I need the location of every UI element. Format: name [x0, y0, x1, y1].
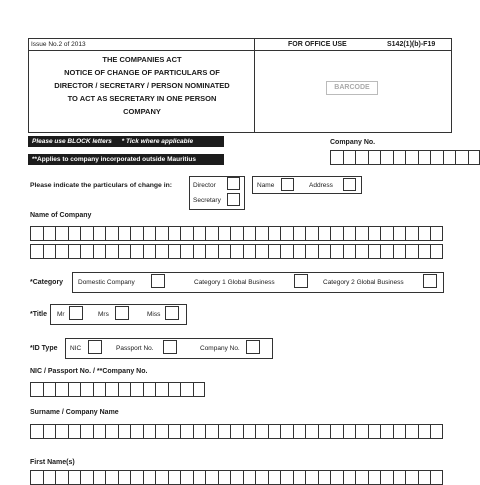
char-cell[interactable] [393, 424, 406, 439]
char-cell[interactable] [230, 424, 243, 439]
address-change-checkbox[interactable] [343, 178, 356, 191]
secretary-checkbox[interactable] [227, 193, 240, 206]
char-cell[interactable] [305, 226, 318, 241]
title-miss-label: Miss [147, 311, 160, 318]
char-cell[interactable] [230, 226, 243, 241]
char-cell[interactable] [168, 226, 181, 241]
char-cell[interactable] [318, 470, 331, 485]
char-cell[interactable] [405, 150, 418, 165]
char-cell[interactable] [155, 470, 168, 485]
form-title-line-3: TO ACT AS SECRETARY IN ONE PERSON [30, 94, 254, 103]
char-cell[interactable] [380, 244, 393, 259]
char-cell[interactable] [405, 226, 418, 241]
char-cell[interactable] [105, 470, 118, 485]
char-cell[interactable] [405, 244, 418, 259]
char-cell[interactable] [293, 470, 306, 485]
surname-label: Surname / Company Name [30, 409, 119, 416]
surname-grid[interactable] [30, 424, 443, 439]
char-cell[interactable] [380, 424, 393, 439]
char-cell[interactable] [168, 424, 181, 439]
char-cell[interactable] [130, 244, 143, 259]
char-cell[interactable] [93, 382, 106, 397]
char-cell[interactable] [130, 382, 143, 397]
char-cell[interactable] [293, 244, 306, 259]
category-gb1-label: Category 1 Global Business [194, 279, 275, 286]
char-cell[interactable] [218, 470, 231, 485]
char-cell[interactable] [368, 244, 381, 259]
char-cell[interactable] [68, 244, 81, 259]
char-cell[interactable] [268, 424, 281, 439]
applies-note: **Applies to company incorporated outside Mauritius [28, 154, 224, 165]
char-cell[interactable] [118, 470, 131, 485]
char-cell[interactable] [255, 470, 268, 485]
char-cell[interactable] [255, 226, 268, 241]
char-cell[interactable] [218, 424, 231, 439]
company-no-label: Company No. [330, 139, 375, 146]
char-cell[interactable] [430, 244, 443, 259]
char-cell[interactable] [418, 226, 431, 241]
char-cell[interactable] [68, 226, 81, 241]
director-checkbox[interactable] [227, 177, 240, 190]
char-cell[interactable] [118, 226, 131, 241]
barcode-placeholder: BARCODE [326, 81, 378, 95]
form-title-line-2: DIRECTOR / SECRETARY / PERSON NOMINATED [30, 81, 254, 90]
name-of-company-grid-row-2[interactable] [30, 244, 443, 259]
char-cell[interactable] [280, 470, 293, 485]
char-cell[interactable] [218, 244, 231, 259]
char-cell[interactable] [55, 470, 68, 485]
char-cell[interactable] [330, 150, 343, 165]
issue-number: Issue No.2 of 2013 [31, 41, 86, 48]
category-gb2-checkbox[interactable] [423, 274, 437, 288]
char-cell[interactable] [280, 424, 293, 439]
title-mrs-checkbox[interactable] [115, 306, 129, 320]
char-cell[interactable] [118, 382, 131, 397]
name-change-checkbox[interactable] [281, 178, 294, 191]
char-cell[interactable] [30, 382, 43, 397]
char-cell[interactable] [168, 382, 181, 397]
secretary-label: Secretary [193, 197, 221, 204]
char-cell[interactable] [30, 226, 43, 241]
char-cell[interactable] [143, 424, 156, 439]
char-cell[interactable] [455, 150, 468, 165]
char-cell[interactable] [30, 470, 43, 485]
char-cell[interactable] [193, 244, 206, 259]
first-names-grid[interactable] [30, 470, 443, 485]
char-cell[interactable] [380, 226, 393, 241]
char-cell[interactable] [80, 382, 93, 397]
char-cell[interactable] [280, 244, 293, 259]
char-cell[interactable] [55, 382, 68, 397]
char-cell[interactable] [305, 424, 318, 439]
char-cell[interactable] [180, 244, 193, 259]
category-domestic-checkbox[interactable] [151, 274, 165, 288]
char-cell[interactable] [43, 244, 56, 259]
char-cell[interactable] [93, 470, 106, 485]
nic-passport-label: NIC / Passport No. / **Company No. [30, 368, 147, 375]
char-cell[interactable] [30, 244, 43, 259]
char-cell[interactable] [205, 424, 218, 439]
form-title-line-1: NOTICE OF CHANGE OF PARTICULARS OF [30, 68, 254, 77]
char-cell[interactable] [43, 226, 56, 241]
category-label: *Category [30, 279, 63, 286]
char-cell[interactable] [105, 226, 118, 241]
char-cell[interactable] [393, 150, 406, 165]
char-cell[interactable] [468, 150, 480, 165]
category-domestic-label: Domestic Company [78, 279, 135, 286]
id-passport-checkbox[interactable] [163, 340, 177, 354]
char-cell[interactable] [80, 244, 93, 259]
char-cell[interactable] [155, 424, 168, 439]
char-cell[interactable] [330, 244, 343, 259]
address-change-label: Address [309, 182, 333, 189]
act-title: THE COMPANIES ACT [30, 55, 254, 64]
block-letters-note [28, 136, 224, 147]
char-cell[interactable] [418, 424, 431, 439]
char-cell[interactable] [343, 226, 356, 241]
char-cell[interactable] [293, 424, 306, 439]
char-cell[interactable] [180, 382, 193, 397]
char-cell[interactable] [305, 244, 318, 259]
char-cell[interactable] [155, 244, 168, 259]
char-cell[interactable] [368, 470, 381, 485]
char-cell[interactable] [68, 382, 81, 397]
char-cell[interactable] [43, 382, 56, 397]
title-label: *Title [30, 311, 47, 318]
char-cell[interactable] [268, 226, 281, 241]
id-passport-label: Passport No. [116, 345, 154, 352]
char-cell[interactable] [80, 226, 93, 241]
char-cell[interactable] [268, 470, 281, 485]
title-mr-checkbox[interactable] [69, 306, 83, 320]
char-cell[interactable] [318, 424, 331, 439]
char-cell[interactable] [218, 226, 231, 241]
char-cell[interactable] [343, 150, 356, 165]
form-code: S142(1)(b)-F19 [387, 41, 435, 48]
category-gb2-label: Category 2 Global Business [323, 279, 404, 286]
char-cell[interactable] [105, 424, 118, 439]
char-cell[interactable] [318, 244, 331, 259]
char-cell[interactable] [155, 382, 168, 397]
char-cell[interactable] [180, 424, 193, 439]
director-label: Director [193, 182, 216, 189]
category-gb1-checkbox[interactable] [294, 274, 308, 288]
change-label: Please indicate the particulars of change in: [30, 182, 172, 189]
char-cell[interactable] [93, 226, 106, 241]
char-cell[interactable] [343, 244, 356, 259]
char-cell[interactable] [193, 424, 206, 439]
char-cell[interactable] [105, 382, 118, 397]
char-cell[interactable] [143, 470, 156, 485]
char-cell[interactable] [255, 424, 268, 439]
char-cell[interactable] [405, 470, 418, 485]
char-cell[interactable] [93, 424, 106, 439]
char-cell[interactable] [418, 470, 431, 485]
char-cell[interactable] [193, 382, 206, 397]
char-cell[interactable] [68, 424, 81, 439]
char-cell[interactable] [143, 382, 156, 397]
char-cell[interactable] [430, 226, 443, 241]
char-cell[interactable] [355, 244, 368, 259]
char-cell[interactable] [55, 226, 68, 241]
char-cell[interactable] [355, 150, 368, 165]
char-cell[interactable] [330, 470, 343, 485]
char-cell[interactable] [143, 244, 156, 259]
char-cell[interactable] [30, 424, 43, 439]
char-cell[interactable] [230, 244, 243, 259]
char-cell[interactable] [243, 244, 256, 259]
char-cell[interactable] [55, 424, 68, 439]
id-nic-checkbox[interactable] [88, 340, 102, 354]
char-cell[interactable] [68, 470, 81, 485]
char-cell[interactable] [43, 470, 56, 485]
char-cell[interactable] [155, 226, 168, 241]
char-cell[interactable] [393, 226, 406, 241]
id-company-label: Company No. [200, 345, 240, 352]
char-cell[interactable] [255, 244, 268, 259]
char-cell[interactable] [230, 470, 243, 485]
char-cell[interactable] [355, 470, 368, 485]
title-mr-label: Mr [57, 311, 65, 318]
char-cell[interactable] [243, 424, 256, 439]
id-nic-label: NIC [70, 345, 81, 352]
company-no-grid[interactable] [330, 150, 480, 165]
char-cell[interactable] [130, 226, 143, 241]
tick-note-text: * Tick where applicable [122, 138, 193, 145]
title-miss-checkbox[interactable] [165, 306, 179, 320]
char-cell[interactable] [418, 244, 431, 259]
char-cell[interactable] [193, 470, 206, 485]
block-letters-text: Please use BLOCK letters [32, 138, 112, 145]
header-divider-horizontal [28, 50, 452, 51]
id-type-label: *ID Type [30, 345, 58, 352]
title-mrs-label: Mrs [98, 311, 109, 318]
char-cell[interactable] [130, 424, 143, 439]
char-cell[interactable] [343, 424, 356, 439]
char-cell[interactable] [405, 424, 418, 439]
char-cell[interactable] [193, 226, 206, 241]
char-cell[interactable] [280, 226, 293, 241]
char-cell[interactable] [205, 470, 218, 485]
char-cell[interactable] [368, 226, 381, 241]
char-cell[interactable] [380, 150, 393, 165]
char-cell[interactable] [105, 244, 118, 259]
name-of-company-grid-row-1[interactable] [30, 226, 443, 241]
char-cell[interactable] [180, 470, 193, 485]
char-cell[interactable] [430, 470, 443, 485]
char-cell[interactable] [168, 470, 181, 485]
nic-passport-grid[interactable] [30, 382, 205, 397]
char-cell[interactable] [93, 244, 106, 259]
office-use-label: FOR OFFICE USE [288, 41, 347, 48]
char-cell[interactable] [130, 470, 143, 485]
char-cell[interactable] [243, 470, 256, 485]
char-cell[interactable] [55, 244, 68, 259]
char-cell[interactable] [118, 244, 131, 259]
char-cell[interactable] [118, 424, 131, 439]
char-cell[interactable] [80, 424, 93, 439]
form-title-line-4: COMPANY [30, 107, 254, 116]
char-cell[interactable] [43, 424, 56, 439]
char-cell[interactable] [355, 226, 368, 241]
char-cell[interactable] [143, 226, 156, 241]
char-cell[interactable] [368, 150, 381, 165]
name-change-label: Name [257, 182, 274, 189]
char-cell[interactable] [168, 244, 181, 259]
char-cell[interactable] [343, 470, 356, 485]
char-cell[interactable] [430, 150, 443, 165]
first-names-label: First Name(s) [30, 459, 75, 466]
char-cell[interactable] [418, 150, 431, 165]
char-cell[interactable] [180, 226, 193, 241]
char-cell[interactable] [330, 226, 343, 241]
header-divider-vertical [254, 38, 255, 133]
char-cell[interactable] [368, 424, 381, 439]
char-cell[interactable] [305, 470, 318, 485]
char-cell[interactable] [430, 424, 443, 439]
char-cell[interactable] [205, 226, 218, 241]
char-cell[interactable] [268, 244, 281, 259]
char-cell[interactable] [355, 424, 368, 439]
char-cell[interactable] [80, 470, 93, 485]
char-cell[interactable] [318, 226, 331, 241]
char-cell[interactable] [393, 470, 406, 485]
name-of-company-label: Name of Company [30, 212, 91, 219]
char-cell[interactable] [443, 150, 456, 165]
char-cell[interactable] [243, 226, 256, 241]
char-cell[interactable] [293, 226, 306, 241]
char-cell[interactable] [330, 424, 343, 439]
char-cell[interactable] [205, 244, 218, 259]
id-company-checkbox[interactable] [246, 340, 260, 354]
char-cell[interactable] [393, 244, 406, 259]
char-cell[interactable] [380, 470, 393, 485]
